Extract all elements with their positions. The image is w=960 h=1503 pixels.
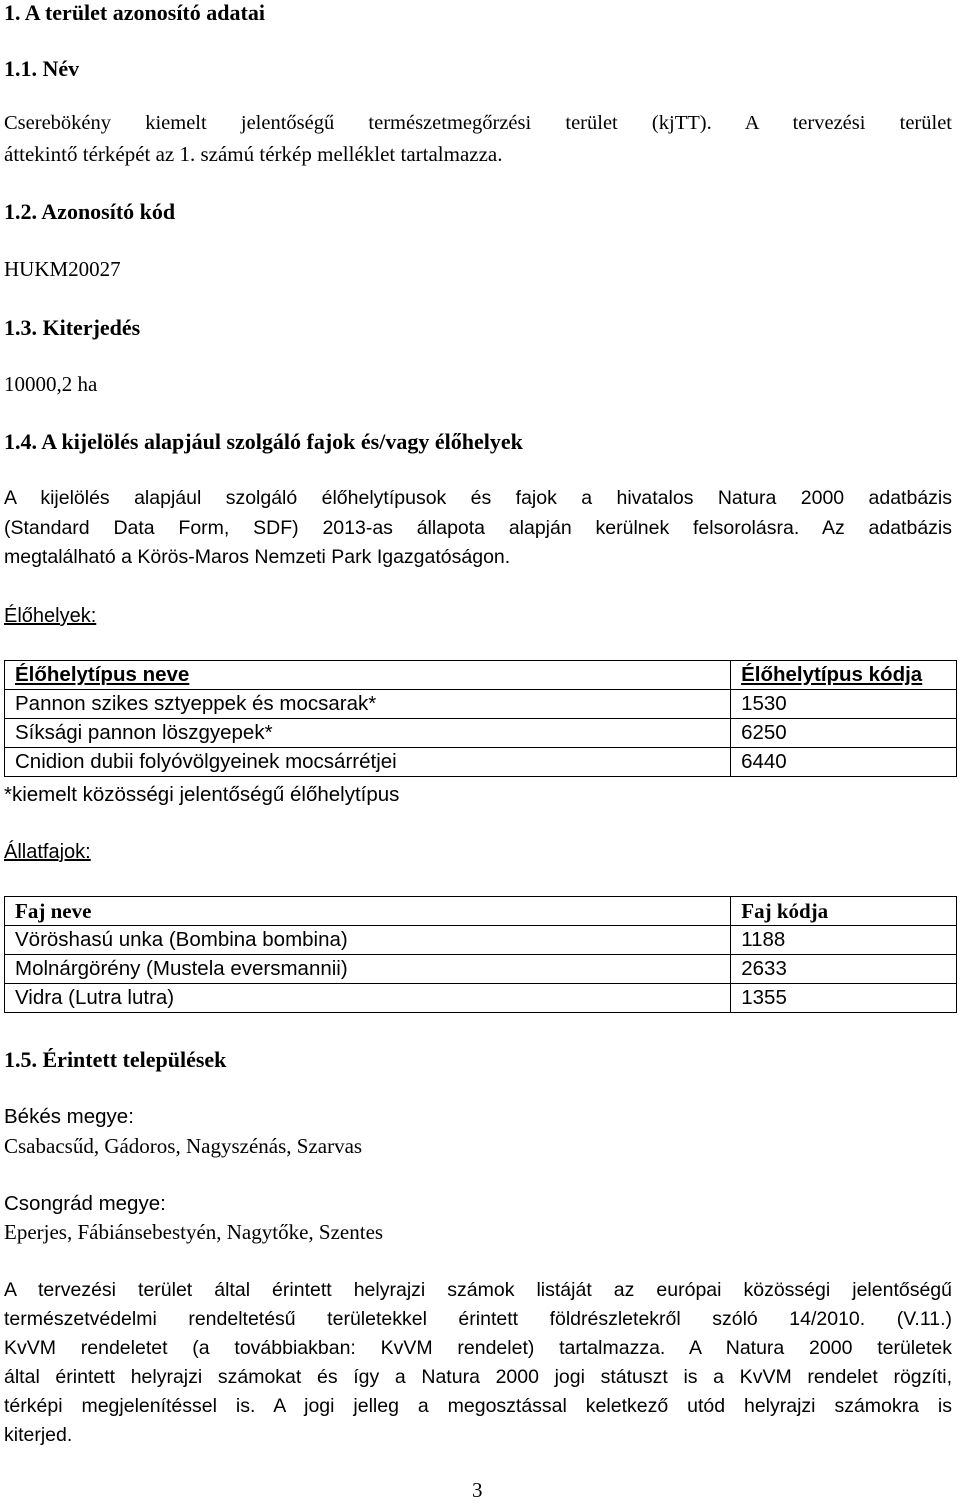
habitat-name: Pannon szikes sztyeppek és mocsarak*	[5, 690, 731, 719]
habitats-footnote: *kiemelt közösségi jelentőségű élőhelytípus	[4, 783, 400, 806]
habitat-code: 6250	[731, 719, 957, 748]
name-paragraph-line-2: áttekintő térképét az 1. számú térkép melléklet tartalmazza.	[4, 142, 503, 166]
habitat-name: Cnidion dubii folyóvölgyeinek mocsárrétjei	[5, 748, 731, 777]
extent-heading: 1.3. Kiterjedés	[4, 315, 141, 340]
table-row	[5, 748, 957, 777]
county-label: Csongrád megye:	[4, 1192, 166, 1215]
settlements-heading: 1.5. Érintett települések	[4, 1047, 227, 1072]
habitats-title: Élőhelyek:	[4, 605, 97, 627]
basis-paragraph-line-2: (Standard Data Form, SDF) 2013-as állapota alapján kerülnek felsorolásra. Az adatbázis	[4, 517, 952, 539]
table-row	[5, 926, 957, 955]
closing-paragraph-line-2: természetvédelmi rendeltetésű területekkel érintett földrészletekről szóló 14/2010. (V.11.)	[4, 1308, 952, 1330]
closing-paragraph-line-4: által érintett helyrajzi számokat és így a Natura 2000 jogi státuszt is a KvVM rendelet rögzíti,	[4, 1366, 952, 1388]
habitats-table-header	[5, 661, 957, 690]
habitat-code-header: Élőhelytípus kódja	[731, 661, 957, 690]
page-number: 3	[472, 1478, 483, 1502]
code-value: HUKM20027	[4, 257, 121, 281]
closing-paragraph-line-3: KvVM rendeletet (a továbbiakban: KvVM rendelet) tartalmazza. A Natura 2000 területek	[4, 1337, 952, 1359]
name-heading: 1.1. Név	[4, 56, 80, 81]
species-code: 2633	[731, 955, 957, 984]
table-row	[5, 719, 957, 748]
section-heading: 1. A terület azonosító adatai	[4, 0, 265, 25]
code-heading: 1.2. Azonosító kód	[4, 199, 176, 224]
species-name: Vöröshasú unka (Bombina bombina)	[5, 926, 731, 955]
table-row	[5, 955, 957, 984]
closing-paragraph-line-6: kiterjed.	[4, 1424, 73, 1446]
species-code: 1355	[731, 984, 957, 1013]
closing-paragraph-line-5: térképi megjelenítéssel is. A jogi jelleg a megosztással keletkező utód helyrajzi számokra is	[4, 1395, 952, 1417]
extent-value: 10000,2 ha	[4, 372, 98, 396]
habitat-code: 1530	[731, 690, 957, 719]
animals-table-header	[5, 897, 957, 926]
habitat-name: Síksági pannon löszgyepek*	[5, 719, 731, 748]
species-name: Molnárgörény (Mustela eversmannii)	[5, 955, 731, 984]
species-name-header: Faj neve	[5, 897, 731, 926]
table-row	[5, 690, 957, 719]
basis-paragraph-line-3: megtalálható a Körös-Maros Nemzeti Park Igazgatóságon.	[4, 546, 511, 568]
animals-table	[4, 896, 957, 1013]
closing-paragraph-line-1: A tervezési terület által érintett helyrajzi számok listáját az európai közösségi jelentőségű	[4, 1279, 952, 1301]
habitat-name-header: Élőhelytípus neve	[5, 661, 731, 690]
species-code: 1188	[731, 926, 957, 955]
species-code-header: Faj kódja	[731, 897, 957, 926]
species-name: Vidra (Lutra lutra)	[5, 984, 731, 1013]
name-paragraph-line-1: Cserebökény kiemelt jelentőségű természetmegőrzési terület (kjTT). A tervezési terület	[4, 112, 952, 134]
basis-paragraph-line-1: A kijelölés alapjául szolgáló élőhelytípusok és fajok a hivatalos Natura 2000 adatbázis	[4, 487, 952, 509]
county-label: Békés megye:	[4, 1105, 134, 1128]
table-row	[5, 984, 957, 1013]
basis-heading: 1.4. A kijelölés alapjául szolgáló fajok és/vagy élőhelyek	[4, 429, 523, 454]
county-settlements: Csabacsűd, Gádoros, Nagyszénás, Szarvas	[4, 1134, 363, 1158]
habitat-code: 6440	[731, 748, 957, 777]
habitats-table	[4, 660, 957, 777]
county-settlements: Eperjes, Fábiánsebestyén, Nagytőke, Szentes	[4, 1220, 384, 1244]
animals-title: Állatfajok:	[4, 841, 91, 863]
